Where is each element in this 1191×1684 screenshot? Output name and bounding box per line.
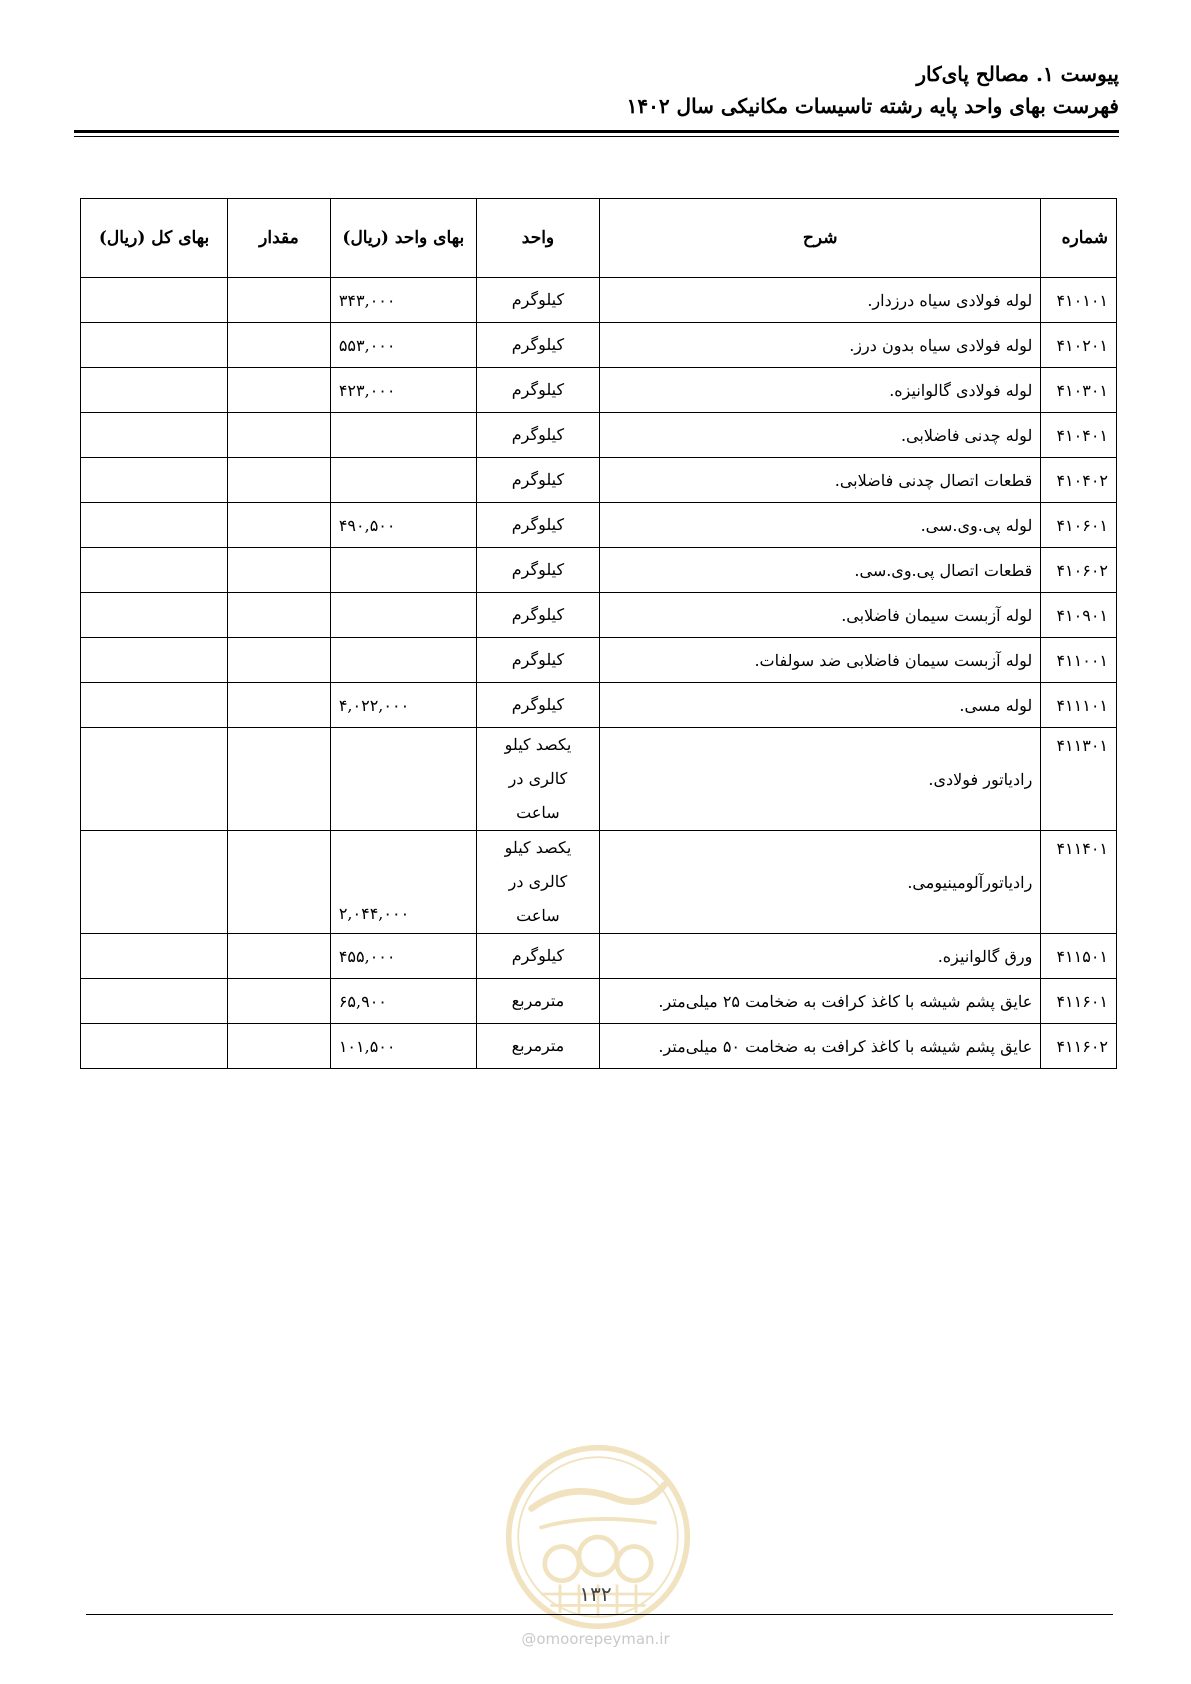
cell-unit-price: ۳۴۳,۰۰۰ [330,278,476,323]
cell-total-price [81,979,228,1024]
cell-unit-price: ۱۰۱,۵۰۰ [330,1024,476,1069]
cell-description: ورق گالوانیزه. [600,934,1041,979]
appendix-title: پیوست ۱. مصالح پای‌کار [916,62,1119,86]
cell-unit-price: ۴۹۰,۵۰۰ [330,503,476,548]
cell-unit: یکصد کیلو کالری در ساعت [476,728,599,831]
table-row [81,503,1117,548]
column-header-unit: واحد [476,199,599,278]
cell-description: لوله چدنی فاضلابی. [600,413,1041,458]
cell-unit-price: ۴۵۵,۰۰۰ [330,934,476,979]
table-row [81,831,1117,934]
cell-quantity [228,368,331,413]
cell-code: ۴۱۱۱۰۱ [1041,683,1117,728]
page-number: ۱۳۲ [579,1582,612,1606]
cell-description: لوله پی.وی.سی. [600,503,1041,548]
cell-total-price [81,413,228,458]
cell-total-price [81,934,228,979]
cell-unit-price: ۲,۰۴۴,۰۰۰ [330,831,476,934]
table-row [81,638,1117,683]
cell-unit: کیلوگرم [476,934,599,979]
cell-code: ۴۱۱۴۰۱ [1041,831,1117,934]
watermark-url: @omoorepeyman.ir [521,1630,670,1648]
cell-total-price [81,323,228,368]
column-header-description: شرح [600,199,1041,278]
cell-code: ۴۱۰۴۰۱ [1041,413,1117,458]
cell-total-price [81,1024,228,1069]
cell-total-price [81,458,228,503]
price-list-table [80,198,1117,1069]
cell-unit: کیلوگرم [476,638,599,683]
cell-unit: کیلوگرم [476,278,599,323]
cell-quantity [228,979,331,1024]
cell-total-price [81,503,228,548]
cell-code: ۴۱۰۲۰۱ [1041,323,1117,368]
document-subtitle: فهرست بهای واحد پایه رشته تاسیسات مکانیکی سال ۱۴۰۲ [626,94,1119,118]
cell-code: ۴۱۱۶۰۲ [1041,1024,1117,1069]
cell-unit-price: ۵۵۳,۰۰۰ [330,323,476,368]
cell-unit-price [330,593,476,638]
cell-quantity [228,548,331,593]
cell-code: ۴۱۰۶۰۱ [1041,503,1117,548]
cell-description: قطعات اتصال پی.وی.سی. [600,548,1041,593]
cell-unit: کیلوگرم [476,458,599,503]
column-header-unit-price: بهای واحد (ریال) [330,199,476,278]
page-header [72,58,1119,122]
cell-quantity [228,323,331,368]
table-row [81,593,1117,638]
cell-total-price [81,638,228,683]
cell-unit-price [330,548,476,593]
cell-code: ۴۱۰۹۰۱ [1041,593,1117,638]
cell-unit: مترمربع [476,979,599,1024]
cell-quantity [228,683,331,728]
cell-description: قطعات اتصال چدنی فاضلابی. [600,458,1041,503]
cell-unit-price [330,638,476,683]
cell-quantity [228,728,331,831]
table-row [81,458,1117,503]
cell-description: رادیاتورآلومینیومی. [600,831,1041,934]
header-divider-thin [74,136,1119,137]
table-row [81,934,1117,979]
cell-quantity [228,413,331,458]
cell-total-price [81,368,228,413]
cell-code: ۴۱۰۱۰۱ [1041,278,1117,323]
table-row [81,979,1117,1024]
cell-total-price [81,831,228,934]
cell-quantity [228,503,331,548]
cell-quantity [228,593,331,638]
cell-description: لوله فولادی سیاه بدون درز. [600,323,1041,368]
cell-unit: کیلوگرم [476,593,599,638]
table-row [81,368,1117,413]
table-body [81,278,1117,1069]
table-header-row [81,199,1117,278]
cell-description: لوله فولادی گالوانیزه. [600,368,1041,413]
cell-code: ۴۱۰۶۰۲ [1041,548,1117,593]
cell-description: لوله مسی. [600,683,1041,728]
table-row [81,1024,1117,1069]
cell-quantity [228,934,331,979]
cell-unit-price [330,728,476,831]
table-row [81,683,1117,728]
cell-quantity [228,458,331,503]
cell-unit: کیلوگرم [476,683,599,728]
cell-unit-price: ۴,۰۲۲,۰۰۰ [330,683,476,728]
cell-description: لوله آزبست سیمان فاضلابی ضد سولفات. [600,638,1041,683]
cell-total-price [81,683,228,728]
column-header-quantity: مقدار [228,199,331,278]
cell-unit: کیلوگرم [476,323,599,368]
header-divider-thick [74,130,1119,133]
cell-total-price [81,278,228,323]
cell-unit-price [330,413,476,458]
cell-description: لوله آزبست سیمان فاضلابی. [600,593,1041,638]
cell-code: ۴۱۱۳۰۱ [1041,728,1117,831]
table-row [81,278,1117,323]
cell-description: عایق پشم شیشه با کاغذ کرافت به ضخامت ۲۵ میلی‌متر. [600,979,1041,1024]
cell-unit: کیلوگرم [476,368,599,413]
cell-total-price [81,548,228,593]
column-header-total-price: بهای کل (ریال) [81,199,228,278]
cell-unit-price: ۶۵,۹۰۰ [330,979,476,1024]
cell-code: ۴۱۱۵۰۱ [1041,934,1117,979]
cell-description: رادیاتور فولادی. [600,728,1041,831]
cell-unit: مترمربع [476,1024,599,1069]
cell-code: ۴۱۰۴۰۲ [1041,458,1117,503]
cell-total-price [81,593,228,638]
cell-quantity [228,638,331,683]
cell-unit: یکصد کیلو کالری در ساعت [476,831,599,934]
cell-unit-price: ۴۲۳,۰۰۰ [330,368,476,413]
table-row [81,323,1117,368]
cell-code: ۴۱۱۶۰۱ [1041,979,1117,1024]
table-row [81,413,1117,458]
cell-unit: کیلوگرم [476,503,599,548]
table-row [81,548,1117,593]
table-row [81,728,1117,831]
cell-code: ۴۱۰۳۰۱ [1041,368,1117,413]
cell-total-price [81,728,228,831]
cell-description: لوله فولادی سیاه درزدار. [600,278,1041,323]
cell-description: عایق پشم شیشه با کاغذ کرافت به ضخامت ۵۰ میلی‌متر. [600,1024,1041,1069]
footer-divider [86,1614,1113,1615]
cell-unit-price [330,458,476,503]
cell-unit: کیلوگرم [476,413,599,458]
column-header-code: شماره [1041,199,1117,278]
cell-quantity [228,278,331,323]
cell-unit: کیلوگرم [476,548,599,593]
cell-code: ۴۱۱۰۰۱ [1041,638,1117,683]
cell-quantity [228,1024,331,1069]
cell-quantity [228,831,331,934]
